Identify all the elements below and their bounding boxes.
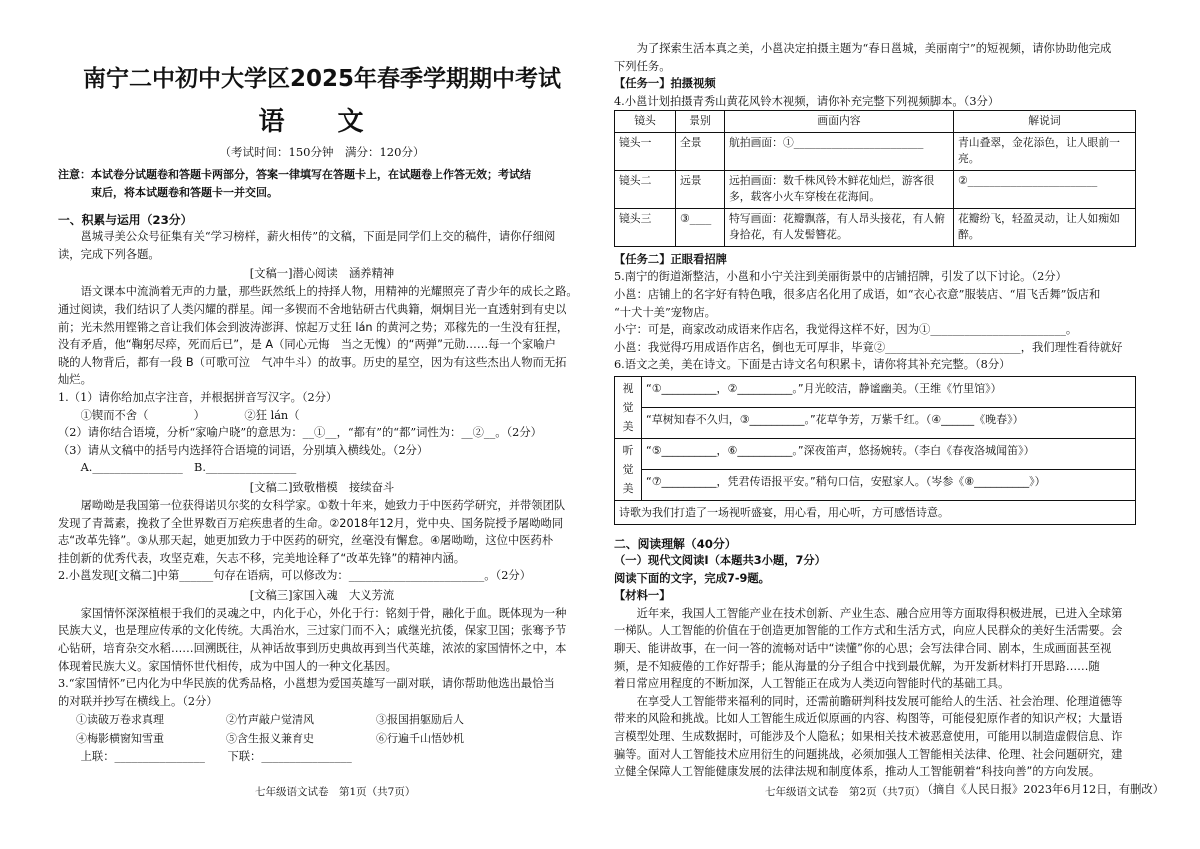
question-5-dialogue: 小邕：我觉得巧用成语作店名，倒也无可厚非，毕竟②________________________，我们理性看待就好 xyxy=(614,340,1123,354)
question-1-1: 1.（1）请你给加点字注音，并根据拼音写汉字。（2分） xyxy=(58,390,338,404)
task-2-heading: 【任务二】正眼看招牌 xyxy=(614,252,727,266)
couplet-option: ⑤含生报义兼育史 xyxy=(226,732,314,746)
table-header-row xyxy=(615,111,1136,133)
draft-1-line: 通过阅读，我们结识了人类闪耀的群星。闻一多锲而不舍地钻研古代典籍，炯炯目光一直透射到有史以 xyxy=(58,302,567,316)
poem-line: “草树知春不久归，③__________。”花草争芳，万紫千红。（④______《晚春》） xyxy=(642,408,1136,439)
couplet-options xyxy=(76,710,586,748)
material-line: 着日常应用程度的不断加深，人工智能正在成为人类迈向智能时代的基础工具。 xyxy=(614,677,1010,691)
poem-category: 听觉美 xyxy=(615,439,642,501)
draft-2-line: 志“改革先锋”。③从那天起，她更加致力于中医药的研究，丝毫没有懈怠。④屠呦呦，这位中医药朴 xyxy=(58,534,554,548)
question-1-3: （3）请从文稿中的括号内选择符合语境的词语，分别填入横线处。（2分） xyxy=(58,443,429,457)
draft-1-line: 晓的人物背后，都有一段 B（可歌可泣 气冲牛斗）的故事。历史的星空，因为有这些杰出人物而无拓 xyxy=(58,355,567,369)
exam-page-2 xyxy=(600,0,1200,849)
poem-line: “①__________，②__________。”月光皎洁，静谧幽美。（王维《竹里馆》） xyxy=(642,377,1136,408)
question-1-3-blanks: A.________________ B.________________ xyxy=(80,461,297,475)
poem-row xyxy=(615,439,1136,470)
draft-2-line: 屠呦呦是我国第一位获得诺贝尔奖的女科学家。①数十年来，她致力于中医药学研究，并带领团队 xyxy=(80,498,566,512)
poem-card-table xyxy=(614,376,1136,525)
material-line: 带来的风险和挑战。比如人工智能生成近似原画的内容、构图等，可能侵犯原作者的知识产权；大量语 xyxy=(614,712,1123,726)
section-1-heading: 一、积累与运用（23分） xyxy=(58,213,193,228)
question-6: 6.语文之美，美在诗文。下面是古诗文名句积累卡，请你将其补充完整。（8分） xyxy=(614,358,1011,372)
question-3-answer-lines: 上联：________________ 下联：________________ xyxy=(80,750,352,764)
poem-line: “⑤__________，⑥__________。”深夜笛声，悠扬婉转。（李白《春夜洛城闻笛》） xyxy=(642,439,1136,470)
page2-intro-line-1: 为了探索生活本真之美，小邕决定拍摄主题为“春日邕城，美丽南宁”的短视频，请你协助他完成 xyxy=(636,42,1112,55)
reading-part-1: （一）现代文阅读Ⅰ（本题共3小题，7分） xyxy=(614,554,826,568)
question-5-dialogue: 小宁：可是，商家改动成语来作店名，我觉得这样不好，因为①________________________。 xyxy=(614,323,1078,337)
draft-3-line: 体现着民族大义。家国情怀世代相传，成为中国人的一种文化基因。 xyxy=(58,659,397,673)
poem-footer: 诗歌为我们打造了一场视听盛宴，用心看，用心听，方可感悟诗意。 xyxy=(615,501,1136,525)
draft-2-line: 挂创新的优秀代表，攻坚克难，矢志不移，完美地诠释了“改革先锋”的精神内涵。 xyxy=(58,551,466,565)
poem-row xyxy=(615,470,1136,501)
table-cell: 远景 xyxy=(676,170,725,208)
intro-line-2: 读，完成下列各题。 xyxy=(58,247,160,261)
draft-1-line: 语文课本中流淌着无声的力量，那些跃然纸上的持择人物，用精神的光耀照亮了青少年的成长之路。 xyxy=(80,285,578,299)
table-cell: ②________________________ xyxy=(954,170,1136,208)
question-1-2: （2）请你结合语境，分析“家喻户晓”的意思为：__①__，“都有”的“都”词性为：__②__。（2分） xyxy=(58,426,542,440)
table-cell: 青山叠翠，金花添色，让人眼前一亮。 xyxy=(954,132,1136,170)
couplet-option: ③报国捐躯励后人 xyxy=(376,713,464,727)
draft-1-line: 没有矛盾，他“鞠躬尽瘁，死而后已”，是 A（同心元悔 当之无愧）的“两弹”元勋……每一个家喻户 xyxy=(58,338,556,352)
table-cell: 全景 xyxy=(676,132,725,170)
table-header: 镜头 xyxy=(615,111,676,133)
exam-title: 南宁二中初中大学区2025年春季学期期中考试 xyxy=(82,66,561,92)
poem-row xyxy=(615,408,1136,439)
note-line-1: 注意：本试卷分试题卷和答题卡两部分，答案一律填写在答题卡上，在试题卷上作答无效；考试结 xyxy=(58,168,531,181)
table-header: 解说词 xyxy=(954,111,1136,133)
table-cell: 镜头三 xyxy=(615,208,676,246)
note-line-2: 束后，将本试题卷和答题卡一并交回。 xyxy=(91,185,278,199)
table-header: 画面内容 xyxy=(725,111,954,133)
task-1-heading: 【任务一】拍摄视频 xyxy=(614,77,716,91)
material-source: （摘自《人民日报》2023年6月12日，有删改） xyxy=(921,782,1164,796)
draft-1-line: 灿烂。 xyxy=(58,373,92,387)
material-line: 聊天、能讲故事，在一问一答的流畅对话中“读懂”你的心思；会写法律合同、剧本，生成画面甚至视 xyxy=(614,642,1112,655)
poem-line: “⑦__________，凭君传语报平安。”稍句口信，安慰家人。（岑参《⑧__________》） xyxy=(642,470,1136,501)
draft-1-line: 前；光未然用铿锵之音让我们体会到波涛澎湃、惊起万丈狂 lán 的黄河之势；邓稼先的一生没有狂捏， xyxy=(58,320,569,334)
table-cell: 远拍画面：数千株风铃木鲜花灿烂，游客很多，载客小火车穿梭在花海间。 xyxy=(725,170,954,208)
reading-instruction: 阅读下面的文字，完成7-9题。 xyxy=(614,571,770,585)
question-5-dialogue: “十犬十美”宠物店。 xyxy=(614,305,716,319)
material-line: 频，是不知疲倦的工作好帮手；能从海量的分子组合中找到最优解，为开发新材料打开思路……随 xyxy=(614,659,1100,673)
material-line: 言模型处理、生成数据时，可能涉及个人隐私；如果相关技术被恶意使用，可能用以制造虚假信息、诈 xyxy=(614,729,1123,743)
question-3-line-2: 的对联并抄写在横线上。（2分） xyxy=(58,694,218,708)
table-header: 景别 xyxy=(676,111,725,133)
draft-3-line: 心钻研，培育杂交水稻……回溯既往，从神话故事到历史典故再到当代英雄，浓浓的家国情怀之中，本 xyxy=(58,642,567,656)
poem-category: 视觉美 xyxy=(615,377,642,439)
question-4: 4.小邕计划拍摄青秀山黄花风铃木视频，请你补充完整下列视频脚本。（3分） xyxy=(614,94,1000,108)
page2-intro-line-2: 下列任务。 xyxy=(614,59,671,73)
couplet-option: ⑥行遍千山悟妙机 xyxy=(376,732,464,746)
question-2: 2.小邕发现[文稿二]中第______句存在语病，可以修改为：________________________。（2分） xyxy=(58,569,532,583)
material-line: 一梯队。人工智能的价值在于创造更加智能的工作方式和生活方式，向应人民群众的美好生活需要。会 xyxy=(614,624,1123,638)
draft-3-line: 民族大义，也是理应传承的文化传统。大禹治水，三过家门而不入；戚继光抗倭，保家卫国；张骞予节 xyxy=(58,624,567,638)
draft-2-title: [文稿二]致敬楷模 接续奋斗 xyxy=(249,480,395,494)
table-cell: 花瓣纷飞，轻盈灵动，让人如痴如醉。 xyxy=(954,208,1136,246)
table-cell: 镜头一 xyxy=(615,132,676,170)
question-5-dialogue: 小邕：店铺上的名字好有特色哦，很多店名化用了成语，如“衣心衣意”服装店、“眉飞舌舞”饭店和 xyxy=(614,288,1101,302)
question-5: 5.南宁的街道渐整洁，小邕和小宁关注到美丽街景中的店铺招牌，引发了以下讨论。（2分） xyxy=(614,270,1067,284)
subject-title: 语 文 xyxy=(258,107,386,137)
draft-2-line: 发现了青蒿素，挽救了全世界数百万疟疾患者的生命。②2018年12月，党中央、国务院授予屠呦呦同 xyxy=(58,516,564,530)
table-row xyxy=(615,208,1136,246)
page-2-footer: 七年级语文试卷 第2页（共7页） xyxy=(765,786,926,798)
table-cell: 航拍画面：①________________________ xyxy=(725,132,954,170)
video-script-table xyxy=(614,110,1136,247)
material-heading: 【材料一】 xyxy=(614,589,671,603)
draft-1-title: [文稿一]潜心阅读 涵养精神 xyxy=(249,267,395,281)
section-2-heading: 二、阅读理解（40分） xyxy=(614,537,737,552)
material-line: 立健全保障人工智能健康发展的法律法规和制度体系，推动人工智能朝着“科技向善”的方向发展。 xyxy=(614,765,1101,779)
exam-meta: （考试时间：150分钟 满分：120分） xyxy=(219,145,425,159)
question-3-line-1: 3.“家国情怀”已内化为中华民族的优秀品格，小邕想为爱国英雄写一副对联，请你帮助他选出最恰当 xyxy=(58,677,555,691)
table-row xyxy=(615,132,1136,170)
table-cell: 特写画面：花瓣飘落，有人昂头接花，有人俯身拾花，有人发髻簪花。 xyxy=(725,208,954,246)
draft-3-title: [文稿三]家国入魂 大义芳流 xyxy=(249,588,395,602)
draft-3-line: 家国情怀深深植根于我们的灵魂之中，内化于心，外化于行：铭刻于骨，融化于血。既体现为一种 xyxy=(80,606,567,620)
intro-line-1: 邕城寻美公众号征集有关“学习榜样，薪火相传”的文稿，下面是同学们上交的稿件，请你仔细阅 xyxy=(80,230,556,244)
poem-row xyxy=(615,377,1136,408)
poem-row xyxy=(615,501,1136,525)
material-line: 在享受人工智能带来福利的同时，还需前瞻研判科技发展可能给人的生活、社会治理、伦理道德等 xyxy=(636,694,1123,708)
table-cell: ③____ xyxy=(676,208,725,246)
couplet-option: ②竹声敲户觉清风 xyxy=(226,713,314,727)
material-line: 骗等。面对人工智能技术应用衍生的问题挑战，必须加强人工智能相关法律、伦理、社会问题研究，建 xyxy=(614,747,1123,761)
material-line: 近年来，我国人工智能产业在技术创新、产业生态、融合应用等方面取得积极进展，已进入全球第 xyxy=(636,606,1123,620)
table-row xyxy=(615,170,1136,208)
table-cell: 镜头二 xyxy=(615,170,676,208)
couplet-option: ①读破万卷求真理 xyxy=(76,713,164,727)
page-1-footer: 七年级语文试卷 第1页（共7页） xyxy=(255,786,416,798)
couplet-option: ④梅影横窗知雪重 xyxy=(76,732,164,746)
question-1-1-options: ①锲而不舍（ ） ②狂 lán（ xyxy=(80,408,300,422)
